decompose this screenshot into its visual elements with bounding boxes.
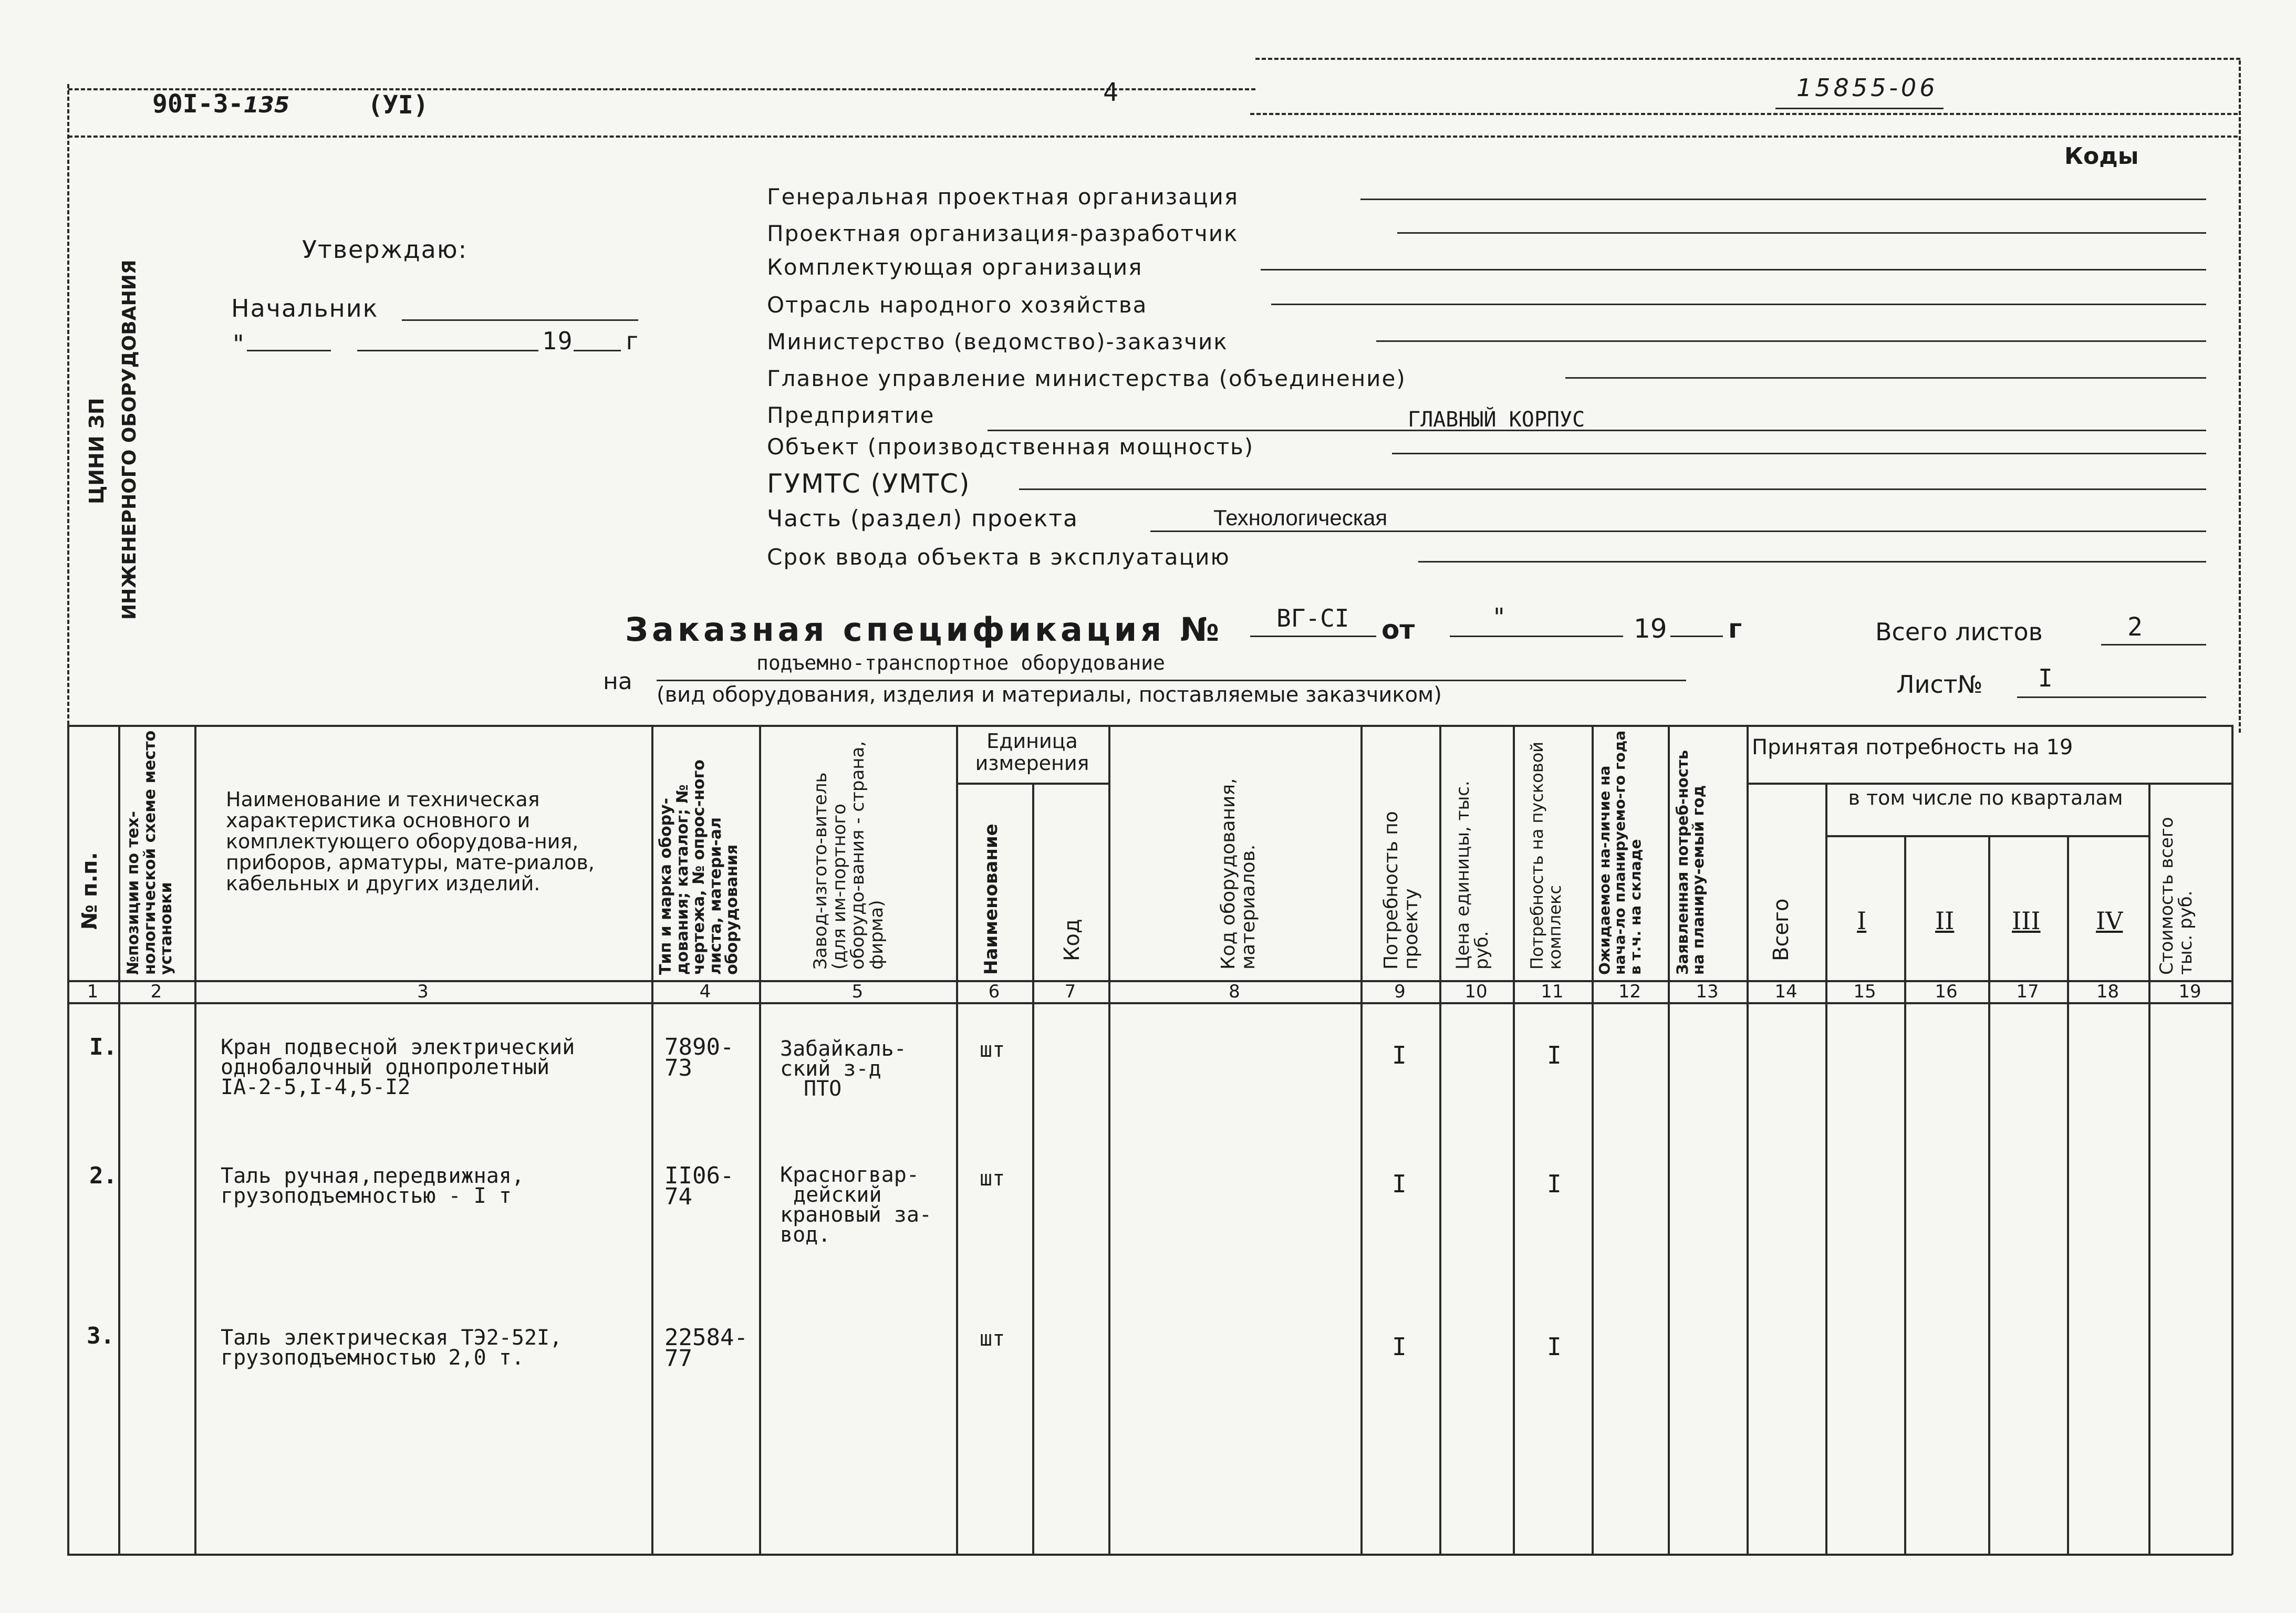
colnum-5: 5: [851, 981, 864, 1002]
item-maker-line: Красногвар-: [780, 1163, 919, 1187]
approval-date-quote: ": [231, 330, 247, 358]
item-type-line: 77: [664, 1345, 692, 1372]
col-header-7: Код: [1060, 919, 1084, 961]
colnum-10: 10: [1464, 981, 1488, 1002]
item-name-line: грузоподъемностью - I т: [221, 1184, 512, 1208]
item-name-line: грузоподъемностью 2,0 т.: [221, 1346, 524, 1370]
col-line-3: [651, 725, 653, 1554]
right-border-lower: [2231, 725, 2233, 1555]
doc-code-handwritten: 135: [243, 92, 290, 118]
right-border: [2239, 60, 2241, 733]
col-line-1: [118, 725, 120, 1554]
approval-month-line: [357, 350, 538, 351]
item-maker-line: ПТО: [804, 1077, 842, 1101]
spec-from: от: [1381, 615, 1415, 645]
col-header-14: Всего: [1769, 898, 1793, 961]
table-top: [67, 725, 2231, 727]
col-header-10: Цена единицы, тыс. руб.: [1452, 781, 1492, 970]
col-header-5-box: [764, 728, 953, 978]
item-launch: I: [1547, 1041, 1562, 1069]
col-line-7: [1108, 725, 1110, 1554]
colnum-3: 3: [417, 981, 429, 1002]
approval-year: 19: [542, 327, 574, 355]
approve-label: Утверждаю:: [302, 235, 468, 264]
col-header-1: № п.п.: [78, 852, 102, 930]
col-header-8: Код оборудования, материалов.: [1218, 778, 1259, 970]
col-header-15: I: [1857, 907, 1867, 935]
item-type-line: II06-: [664, 1162, 734, 1189]
col-header-5: Завод-изгото-витель (для им-портного оборудо-вания - страна, фирма): [810, 741, 888, 970]
colnum-14: 14: [1774, 981, 1798, 1002]
quarters-group-rule: [1825, 835, 2148, 837]
col-line-5: [956, 725, 958, 1554]
chief-label: Начальник: [231, 294, 379, 322]
spec-na: на: [603, 668, 632, 695]
item-type-line: 73: [664, 1055, 692, 1081]
org-enterprise-value: ГЛАВНЫЙ КОРПУС: [1408, 408, 1585, 432]
org-developer-label: Проектная организация-разработчик: [767, 221, 1239, 246]
doc-part: (УI): [368, 90, 429, 120]
colnum-15: 15: [1853, 981, 1876, 1002]
row-number: 2.: [89, 1162, 117, 1189]
item-type-line: 7890-: [664, 1034, 734, 1060]
org-deadline-line: [1418, 561, 2206, 563]
item-maker-line: вод.: [780, 1223, 831, 1247]
org-part-line: [1150, 530, 2206, 532]
col-header-8-box: [1114, 728, 1355, 978]
col-line-11: [1592, 725, 1594, 1554]
col-line-9: [1439, 725, 1441, 1554]
col-line-4: [759, 725, 761, 1554]
col-header-3: Наименование и техническая характеристика основного и комплектующего оборудова-ния, приборов, арматуры, мате-риалов, кабельных и других изделий.: [226, 788, 595, 895]
codes-label: Коды: [2064, 143, 2139, 170]
colnum-17: 17: [2016, 981, 2039, 1002]
spec-number-line: [1250, 636, 1376, 637]
row-number: 3.: [87, 1323, 115, 1349]
sheet-number: I: [2038, 664, 2053, 692]
colnum-11: 11: [1541, 981, 1564, 1002]
col-header-17: III: [2012, 907, 2041, 935]
col-line-8: [1360, 725, 1363, 1554]
archive-underline: [1775, 108, 1944, 109]
col-header-6: Наименование: [981, 824, 1002, 975]
colnum-4: 4: [699, 981, 711, 1002]
col-header-19-box: [2153, 786, 2230, 978]
spec-subject-caption: (вид оборудования, изделия и материалы, поставляемые заказчиком): [657, 683, 1442, 707]
item-unit: шт: [980, 1327, 1005, 1351]
colnum-8: 8: [1229, 981, 1240, 1002]
col-line-14: [1825, 783, 1827, 1554]
item-name-line: Таль электрическая ТЭ2-52I,: [221, 1326, 563, 1350]
item-need: I: [1392, 1333, 1407, 1361]
item-maker-line: дейский: [793, 1183, 882, 1207]
item-need: I: [1392, 1170, 1407, 1198]
col-line-13: [1747, 725, 1749, 1554]
org-object-label: Объект (производственная мощность): [767, 434, 1254, 460]
item-maker-line: Забайкаль-: [780, 1037, 907, 1061]
org-part-value: Технологическая: [1213, 505, 1388, 530]
left-border: [67, 84, 69, 819]
spec-date-quote: ": [1492, 603, 1508, 631]
col-header-2-box: [124, 728, 191, 978]
org-enterprise-label: Предприятие: [767, 402, 935, 428]
col-line-2: [194, 725, 196, 1554]
col-header-13: Заявленная потреб-ность на планиру-емый год: [1674, 750, 1708, 975]
colnum-16: 16: [1935, 981, 1958, 1002]
accepted-group-header: Принятая потребность на 19: [1752, 735, 2073, 759]
col-header-12: Ожидаемое на-личие на нача-ло планируемо-го года в т.ч. на складе: [1596, 730, 1644, 975]
col-line-6: [1032, 783, 1034, 1554]
org-ministry-label: Министерство (ведомство)-заказчик: [767, 329, 1228, 355]
item-unit: шт: [980, 1038, 1005, 1062]
colnum-12: 12: [1618, 981, 1642, 1002]
colnum-2: 2: [150, 981, 162, 1002]
approval-year-line: [574, 350, 621, 351]
item-unit: шт: [980, 1167, 1005, 1191]
col-header-4-box: [656, 728, 756, 978]
sheet-line: [2017, 696, 2206, 698]
colnum-1: 1: [87, 981, 99, 1002]
org-complete-line: [1261, 269, 2206, 270]
header-rule: [68, 136, 2238, 138]
org-developer-line: [1397, 232, 2206, 234]
item-type-line: 74: [664, 1183, 692, 1210]
total-sheets: 2: [2127, 612, 2143, 642]
col-header-19: Стоимость всего тыс. руб.: [2156, 817, 2196, 975]
org-general-label: Генеральная проектная организация: [767, 184, 1239, 210]
approval-day-line: [247, 350, 331, 351]
item-launch: I: [1547, 1333, 1562, 1361]
left-border-lower: [67, 725, 69, 1555]
item-maker-line: ский з-д: [780, 1057, 881, 1081]
spec-subject-line: [657, 680, 1686, 681]
org-general-line: [1360, 199, 2206, 200]
item-type-line: 22584-: [664, 1324, 748, 1351]
item-name-line: однобалочный однопролетный: [221, 1055, 550, 1079]
col-line-17: [2067, 835, 2069, 1554]
doc-code: [152, 89, 289, 119]
org-directorate-label: Главное управление министерства (объединение): [767, 366, 1406, 391]
spec-year-line: [1670, 636, 1723, 637]
colnum-6: 6: [988, 981, 1000, 1002]
org-branch-label: Отрасль народного хозяйства: [767, 292, 1148, 318]
org-directorate-line: [1565, 377, 2206, 379]
col-header-9-box: [1366, 728, 1437, 978]
spec-date-line: [1450, 636, 1623, 637]
col-header-13-box: [1671, 728, 1744, 978]
col-line-15: [1904, 835, 1906, 1554]
item-launch: I: [1547, 1170, 1562, 1198]
colnum-13: 13: [1696, 981, 1719, 1002]
approval-year-suffix: г: [625, 327, 641, 355]
stamp-line1: ЦИНИ ЗП: [85, 398, 108, 504]
org-branch-line: [1271, 304, 2206, 305]
org-part-label: Часть (раздел) проекта: [767, 505, 1078, 532]
item-name-line: Кран подвесной электрический: [221, 1035, 575, 1059]
spec-year: 19: [1634, 613, 1667, 644]
col-header-12-box: [1595, 728, 1666, 978]
org-deadline-label: Срок ввода объекта в эксплуатацию: [767, 544, 1230, 570]
org-gumts-line: [1019, 488, 2206, 490]
col-line-16: [1988, 835, 1990, 1554]
chief-underline: [402, 319, 638, 321]
item-name-line: IА-2-5,I-4,5-I2: [221, 1075, 411, 1099]
org-object-line: [1392, 453, 2206, 454]
unit-group-rule: [956, 783, 1108, 785]
colnum-19: 19: [2178, 981, 2201, 1002]
spec-year-suffix: г: [1728, 613, 1742, 644]
row-number: I.: [89, 1034, 117, 1060]
col-line-12: [1668, 725, 1670, 1554]
stamp-line2: ИНЖЕНЕРНОГО ОБОРУДОВАНИЯ: [119, 259, 140, 620]
archive-number: 15855-06: [1796, 74, 1938, 102]
col-line-18: [2148, 783, 2150, 1554]
org-ministry-line: [1376, 340, 2206, 342]
top-border-right: [1255, 58, 2240, 60]
org-enterprise-line: [988, 430, 2206, 431]
accepted-group-rule: [1747, 783, 2231, 785]
org-gumts-label: ГУМТС (УМТС): [767, 469, 971, 499]
total-sheets-line: [2101, 644, 2206, 646]
org-complete-label: Комплектующая организация: [767, 254, 1143, 280]
col-header-11-box: [1518, 728, 1589, 978]
item-need: I: [1392, 1041, 1407, 1069]
colnum-7: 7: [1064, 981, 1076, 1002]
spec-number: ВГ-СI: [1276, 604, 1349, 632]
total-sheets-label: Всего листов: [1875, 618, 2043, 646]
col-header-9: Потребность по проекту: [1380, 811, 1422, 970]
doc-code-printed: 90I-3-: [152, 89, 244, 119]
col-header-4: Тип и марка обору-дования; каталог; № чертежа, № опрос-ного листа, матери-ал оборудования: [657, 759, 741, 975]
item-name-line: Таль ручная,передвижная,: [221, 1164, 524, 1188]
sheet-label: Лист№: [1896, 670, 1983, 699]
col-header-18: IV: [2096, 907, 2123, 935]
header-rule-right: [1250, 113, 2238, 115]
col-header-11: Потребность на пусковой комплекс: [1527, 741, 1565, 970]
colnum-9: 9: [1394, 981, 1406, 1002]
spec-subject: подъемно-транспортное оборудование: [756, 651, 1165, 674]
page-number: 4: [1103, 78, 1118, 107]
col-header-2: №позиции по тех-нологической схеме место установки: [124, 730, 175, 975]
spec-title: Заказная спецификация №: [625, 610, 1223, 649]
col-header-16: II: [1935, 907, 1955, 935]
colnum-18: 18: [2096, 981, 2120, 1002]
quarters-group-header: в том числе по кварталам: [1848, 786, 2123, 809]
bottom-border: [67, 1554, 2232, 1556]
col-line-10: [1513, 725, 1515, 1554]
col-header-6-group: Единица измерения: [975, 730, 1089, 775]
col-header-10-box: [1443, 728, 1511, 978]
item-maker-line: крановый за-: [780, 1203, 932, 1227]
